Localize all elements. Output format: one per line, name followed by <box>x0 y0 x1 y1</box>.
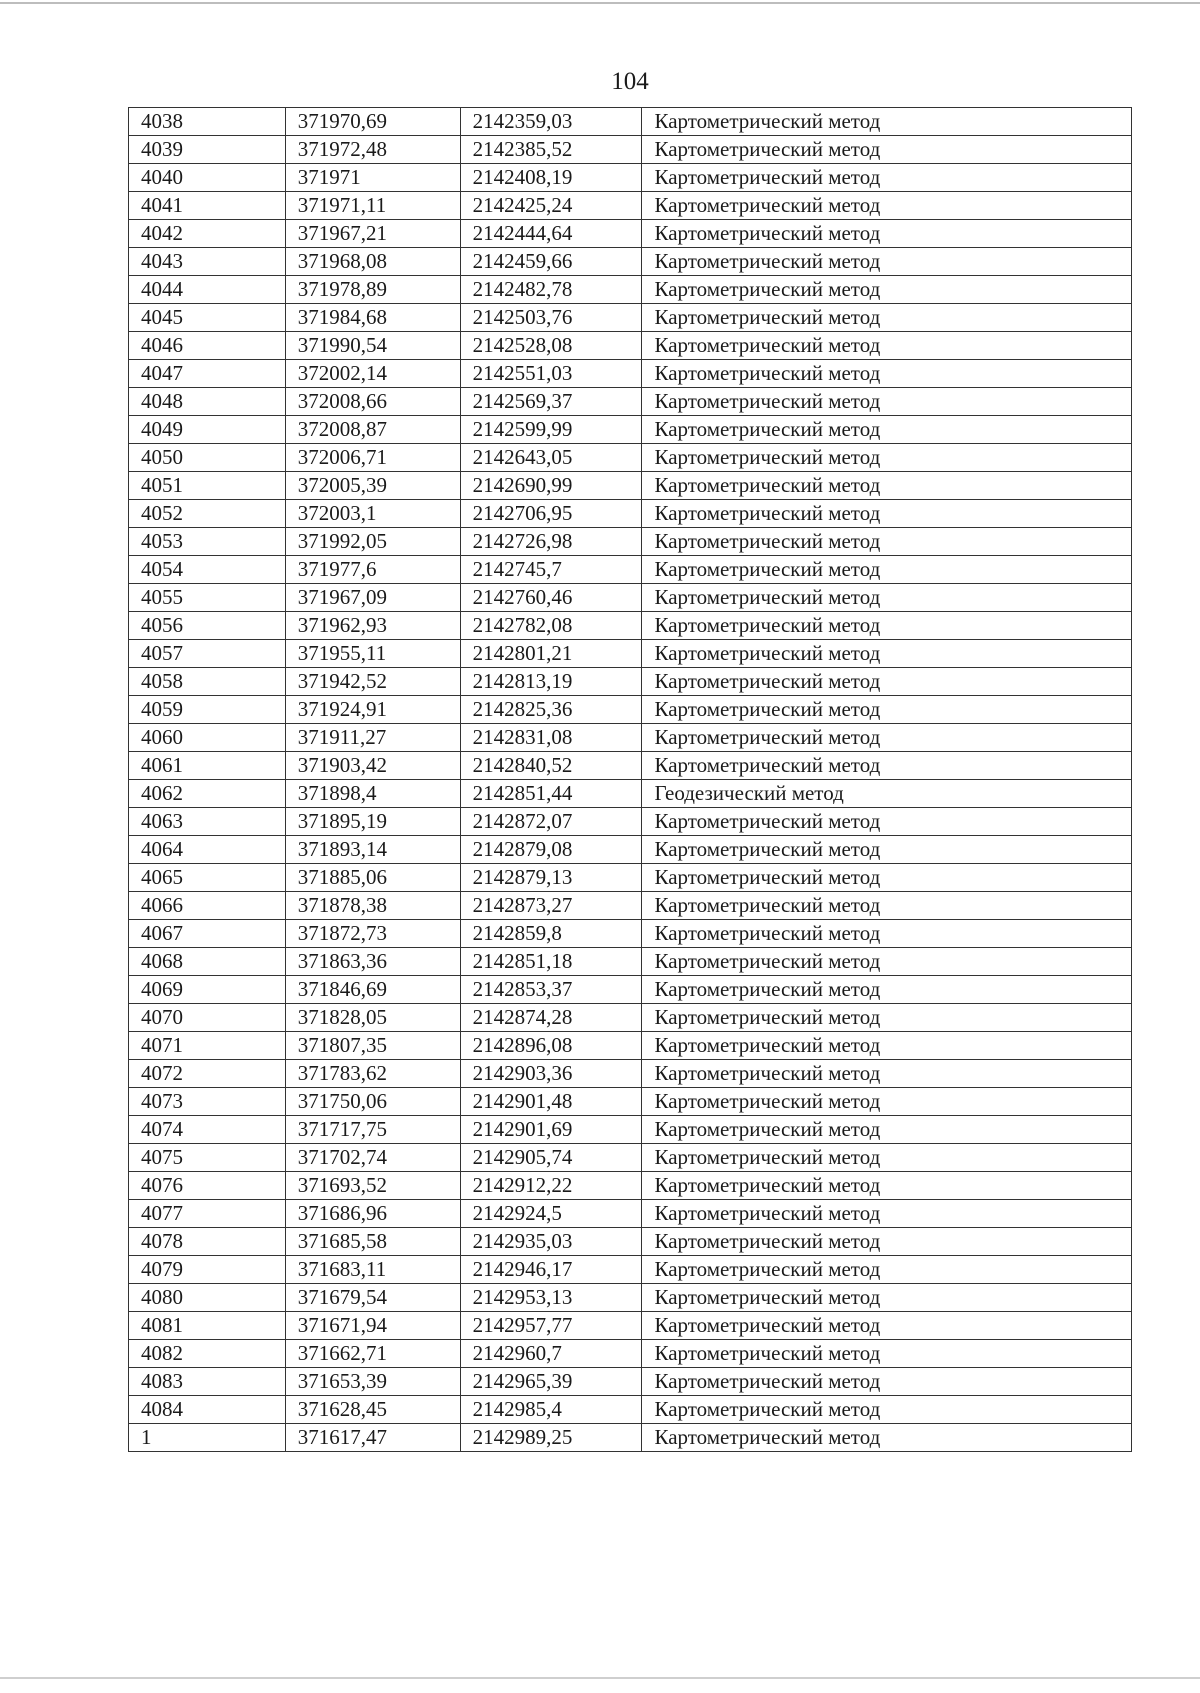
scan-top-edge <box>0 2 1200 4</box>
method-cell: Картометрический метод <box>642 976 1132 1004</box>
point-number-cell: 4074 <box>129 1116 286 1144</box>
method-cell: Картометрический метод <box>642 164 1132 192</box>
x-coordinate-cell: 371807,35 <box>285 1032 460 1060</box>
table-row <box>129 1284 1132 1312</box>
y-coordinate-cell: 2142901,69 <box>460 1116 642 1144</box>
page-number: 104 <box>611 68 649 95</box>
table-row <box>129 1060 1132 1088</box>
method-cell: Картометрический метод <box>642 444 1132 472</box>
y-coordinate-cell: 2142853,37 <box>460 976 642 1004</box>
x-coordinate-cell: 371628,45 <box>285 1396 460 1424</box>
y-coordinate-cell: 2142760,46 <box>460 584 642 612</box>
x-coordinate-cell: 371967,09 <box>285 584 460 612</box>
point-number-cell: 4061 <box>129 752 286 780</box>
y-coordinate-cell: 2142946,17 <box>460 1256 642 1284</box>
x-coordinate-cell: 371783,62 <box>285 1060 460 1088</box>
table-row <box>129 304 1132 332</box>
point-number-cell: 4084 <box>129 1396 286 1424</box>
point-number-cell: 4079 <box>129 1256 286 1284</box>
y-coordinate-cell: 2142903,36 <box>460 1060 642 1088</box>
y-coordinate-cell: 2142859,8 <box>460 920 642 948</box>
point-number-cell: 4067 <box>129 920 286 948</box>
y-coordinate-cell: 2142953,13 <box>460 1284 642 1312</box>
table-row <box>129 1032 1132 1060</box>
table-row <box>129 416 1132 444</box>
table-row <box>129 668 1132 696</box>
point-number-cell: 4072 <box>129 1060 286 1088</box>
y-coordinate-cell: 2142359,03 <box>460 108 642 136</box>
point-number-cell: 4044 <box>129 276 286 304</box>
method-cell: Картометрический метод <box>642 1368 1132 1396</box>
point-number-cell: 4066 <box>129 892 286 920</box>
point-number-cell: 4039 <box>129 136 286 164</box>
method-cell: Картометрический метод <box>642 332 1132 360</box>
y-coordinate-cell: 2142690,99 <box>460 472 642 500</box>
point-number-cell: 4049 <box>129 416 286 444</box>
method-cell: Картометрический метод <box>642 1144 1132 1172</box>
point-number-cell: 4043 <box>129 248 286 276</box>
method-cell: Картометрический метод <box>642 668 1132 696</box>
point-number-cell: 4068 <box>129 948 286 976</box>
point-number-cell: 4048 <box>129 388 286 416</box>
x-coordinate-cell: 371617,47 <box>285 1424 460 1452</box>
table-row <box>129 584 1132 612</box>
method-cell: Картометрический метод <box>642 584 1132 612</box>
y-coordinate-cell: 2142782,08 <box>460 612 642 640</box>
point-number-cell: 4083 <box>129 1368 286 1396</box>
x-coordinate-cell: 371895,19 <box>285 808 460 836</box>
table-row <box>129 528 1132 556</box>
x-coordinate-cell: 371992,05 <box>285 528 460 556</box>
point-number-cell: 4052 <box>129 500 286 528</box>
x-coordinate-cell: 372005,39 <box>285 472 460 500</box>
table-row <box>129 920 1132 948</box>
table-row <box>129 836 1132 864</box>
y-coordinate-cell: 2142726,98 <box>460 528 642 556</box>
x-coordinate-cell: 372008,66 <box>285 388 460 416</box>
method-cell: Картометрический метод <box>642 360 1132 388</box>
table-row <box>129 1312 1132 1340</box>
table-row <box>129 612 1132 640</box>
y-coordinate-cell: 2142989,25 <box>460 1424 642 1452</box>
point-number-cell: 4063 <box>129 808 286 836</box>
x-coordinate-cell: 371683,11 <box>285 1256 460 1284</box>
table-row <box>129 696 1132 724</box>
method-cell: Картометрический метод <box>642 1032 1132 1060</box>
x-coordinate-cell: 371686,96 <box>285 1200 460 1228</box>
method-cell: Картометрический метод <box>642 528 1132 556</box>
x-coordinate-cell: 371911,27 <box>285 724 460 752</box>
table-row <box>129 360 1132 388</box>
table-row <box>129 1340 1132 1368</box>
method-cell: Картометрический метод <box>642 612 1132 640</box>
x-coordinate-cell: 371990,54 <box>285 332 460 360</box>
table-row <box>129 1396 1132 1424</box>
y-coordinate-cell: 2142874,28 <box>460 1004 642 1032</box>
method-cell: Картометрический метод <box>642 276 1132 304</box>
table-row <box>129 220 1132 248</box>
method-cell: Картометрический метод <box>642 752 1132 780</box>
y-coordinate-cell: 2142935,03 <box>460 1228 642 1256</box>
method-cell: Картометрический метод <box>642 388 1132 416</box>
method-cell: Картометрический метод <box>642 808 1132 836</box>
point-number-cell: 4040 <box>129 164 286 192</box>
y-coordinate-cell: 2142408,19 <box>460 164 642 192</box>
x-coordinate-cell: 371846,69 <box>285 976 460 1004</box>
point-number-cell: 4047 <box>129 360 286 388</box>
method-cell: Картометрический метод <box>642 248 1132 276</box>
method-cell: Картометрический метод <box>642 1004 1132 1032</box>
x-coordinate-cell: 371968,08 <box>285 248 460 276</box>
table-row <box>129 1256 1132 1284</box>
y-coordinate-cell: 2142599,99 <box>460 416 642 444</box>
method-cell: Картометрический метод <box>642 724 1132 752</box>
table-row <box>129 1004 1132 1032</box>
coordinates-table <box>128 107 1132 1452</box>
table-row <box>129 276 1132 304</box>
point-number-cell: 4080 <box>129 1284 286 1312</box>
coordinates-table-container <box>128 107 1132 1452</box>
y-coordinate-cell: 2142444,64 <box>460 220 642 248</box>
table-row <box>129 444 1132 472</box>
method-cell: Картометрический метод <box>642 1200 1132 1228</box>
table-row <box>129 164 1132 192</box>
y-coordinate-cell: 2142960,7 <box>460 1340 642 1368</box>
table-row <box>129 640 1132 668</box>
point-number-cell: 4076 <box>129 1172 286 1200</box>
x-coordinate-cell: 371955,11 <box>285 640 460 668</box>
x-coordinate-cell: 371671,94 <box>285 1312 460 1340</box>
y-coordinate-cell: 2142425,24 <box>460 192 642 220</box>
x-coordinate-cell: 371970,69 <box>285 108 460 136</box>
point-number-cell: 4056 <box>129 612 286 640</box>
point-number-cell: 4046 <box>129 332 286 360</box>
y-coordinate-cell: 2142912,22 <box>460 1172 642 1200</box>
table-row <box>129 780 1132 808</box>
x-coordinate-cell: 371972,48 <box>285 136 460 164</box>
table-row <box>129 1172 1132 1200</box>
scan-bottom-edge <box>0 1677 1200 1679</box>
table-row <box>129 724 1132 752</box>
method-cell: Картометрический метод <box>642 948 1132 976</box>
table-row <box>129 1088 1132 1116</box>
method-cell: Картометрический метод <box>642 500 1132 528</box>
table-row <box>129 1368 1132 1396</box>
table-row <box>129 1228 1132 1256</box>
x-coordinate-cell: 371942,52 <box>285 668 460 696</box>
x-coordinate-cell: 371977,6 <box>285 556 460 584</box>
method-cell: Картометрический метод <box>642 416 1132 444</box>
point-number-cell: 4060 <box>129 724 286 752</box>
y-coordinate-cell: 2142851,18 <box>460 948 642 976</box>
point-number-cell: 4038 <box>129 108 286 136</box>
method-cell: Картометрический метод <box>642 1396 1132 1424</box>
table-row <box>129 808 1132 836</box>
method-cell: Картометрический метод <box>642 1312 1132 1340</box>
point-number-cell: 4042 <box>129 220 286 248</box>
x-coordinate-cell: 372002,14 <box>285 360 460 388</box>
y-coordinate-cell: 2142801,21 <box>460 640 642 668</box>
x-coordinate-cell: 371828,05 <box>285 1004 460 1032</box>
method-cell: Картометрический метод <box>642 836 1132 864</box>
method-cell: Картометрический метод <box>642 304 1132 332</box>
y-coordinate-cell: 2142643,05 <box>460 444 642 472</box>
x-coordinate-cell: 371962,93 <box>285 612 460 640</box>
x-coordinate-cell: 371662,71 <box>285 1340 460 1368</box>
y-coordinate-cell: 2142879,13 <box>460 864 642 892</box>
point-number-cell: 4045 <box>129 304 286 332</box>
table-row <box>129 1144 1132 1172</box>
x-coordinate-cell: 371679,54 <box>285 1284 460 1312</box>
point-number-cell: 4071 <box>129 1032 286 1060</box>
x-coordinate-cell: 371893,14 <box>285 836 460 864</box>
table-row <box>129 472 1132 500</box>
method-cell: Картометрический метод <box>642 920 1132 948</box>
x-coordinate-cell: 371872,73 <box>285 920 460 948</box>
method-cell: Картометрический метод <box>642 1340 1132 1368</box>
method-cell: Картометрический метод <box>642 1228 1132 1256</box>
point-number-cell: 4073 <box>129 1088 286 1116</box>
point-number-cell: 4062 <box>129 780 286 808</box>
x-coordinate-cell: 371978,89 <box>285 276 460 304</box>
y-coordinate-cell: 2142503,76 <box>460 304 642 332</box>
x-coordinate-cell: 371685,58 <box>285 1228 460 1256</box>
table-row <box>129 1424 1132 1452</box>
point-number-cell: 4070 <box>129 1004 286 1032</box>
method-cell: Картометрический метод <box>642 1284 1132 1312</box>
y-coordinate-cell: 2142985,4 <box>460 1396 642 1424</box>
point-number-cell: 1 <box>129 1424 286 1452</box>
point-number-cell: 4081 <box>129 1312 286 1340</box>
point-number-cell: 4069 <box>129 976 286 1004</box>
x-coordinate-cell: 371653,39 <box>285 1368 460 1396</box>
y-coordinate-cell: 2142905,74 <box>460 1144 642 1172</box>
point-number-cell: 4050 <box>129 444 286 472</box>
y-coordinate-cell: 2142924,5 <box>460 1200 642 1228</box>
point-number-cell: 4077 <box>129 1200 286 1228</box>
x-coordinate-cell: 372008,87 <box>285 416 460 444</box>
method-cell: Картометрический метод <box>642 892 1132 920</box>
x-coordinate-cell: 371885,06 <box>285 864 460 892</box>
table-row <box>129 500 1132 528</box>
x-coordinate-cell: 371971 <box>285 164 460 192</box>
method-cell: Картометрический метод <box>642 472 1132 500</box>
method-cell: Картометрический метод <box>642 1088 1132 1116</box>
x-coordinate-cell: 371898,4 <box>285 780 460 808</box>
method-cell: Картометрический метод <box>642 1060 1132 1088</box>
x-coordinate-cell: 371693,52 <box>285 1172 460 1200</box>
x-coordinate-cell: 372003,1 <box>285 500 460 528</box>
x-coordinate-cell: 371967,21 <box>285 220 460 248</box>
method-cell: Картометрический метод <box>642 640 1132 668</box>
table-row <box>129 108 1132 136</box>
y-coordinate-cell: 2142901,48 <box>460 1088 642 1116</box>
point-number-cell: 4053 <box>129 528 286 556</box>
y-coordinate-cell: 2142831,08 <box>460 724 642 752</box>
point-number-cell: 4075 <box>129 1144 286 1172</box>
x-coordinate-cell: 371924,91 <box>285 696 460 724</box>
point-number-cell: 4054 <box>129 556 286 584</box>
y-coordinate-cell: 2142706,95 <box>460 500 642 528</box>
method-cell: Картометрический метод <box>642 556 1132 584</box>
point-number-cell: 4065 <box>129 864 286 892</box>
x-coordinate-cell: 371702,74 <box>285 1144 460 1172</box>
point-number-cell: 4055 <box>129 584 286 612</box>
point-number-cell: 4041 <box>129 192 286 220</box>
y-coordinate-cell: 2142482,78 <box>460 276 642 304</box>
x-coordinate-cell: 372006,71 <box>285 444 460 472</box>
table-row <box>129 1200 1132 1228</box>
x-coordinate-cell: 371863,36 <box>285 948 460 976</box>
y-coordinate-cell: 2142879,08 <box>460 836 642 864</box>
point-number-cell: 4051 <box>129 472 286 500</box>
method-cell: Картометрический метод <box>642 696 1132 724</box>
table-row <box>129 248 1132 276</box>
y-coordinate-cell: 2142840,52 <box>460 752 642 780</box>
method-cell: Картометрический метод <box>642 1256 1132 1284</box>
table-row <box>129 948 1132 976</box>
point-number-cell: 4082 <box>129 1340 286 1368</box>
point-number-cell: 4057 <box>129 640 286 668</box>
table-row <box>129 556 1132 584</box>
x-coordinate-cell: 371878,38 <box>285 892 460 920</box>
y-coordinate-cell: 2142569,37 <box>460 388 642 416</box>
method-cell: Картометрический метод <box>642 1116 1132 1144</box>
y-coordinate-cell: 2142872,07 <box>460 808 642 836</box>
y-coordinate-cell: 2142528,08 <box>460 332 642 360</box>
point-number-cell: 4064 <box>129 836 286 864</box>
table-row <box>129 1116 1132 1144</box>
y-coordinate-cell: 2142385,52 <box>460 136 642 164</box>
method-cell: Картометрический метод <box>642 864 1132 892</box>
x-coordinate-cell: 371984,68 <box>285 304 460 332</box>
y-coordinate-cell: 2142957,77 <box>460 1312 642 1340</box>
y-coordinate-cell: 2142825,36 <box>460 696 642 724</box>
y-coordinate-cell: 2142745,7 <box>460 556 642 584</box>
table-row <box>129 976 1132 1004</box>
y-coordinate-cell: 2142551,03 <box>460 360 642 388</box>
point-number-cell: 4058 <box>129 668 286 696</box>
method-cell: Картометрический метод <box>642 1172 1132 1200</box>
method-cell: Геодезический метод <box>642 780 1132 808</box>
method-cell: Картометрический метод <box>642 108 1132 136</box>
point-number-cell: 4078 <box>129 1228 286 1256</box>
x-coordinate-cell: 371903,42 <box>285 752 460 780</box>
method-cell: Картометрический метод <box>642 1424 1132 1452</box>
x-coordinate-cell: 371971,11 <box>285 192 460 220</box>
table-row <box>129 332 1132 360</box>
method-cell: Картометрический метод <box>642 220 1132 248</box>
table-row <box>129 864 1132 892</box>
y-coordinate-cell: 2142813,19 <box>460 668 642 696</box>
y-coordinate-cell: 2142965,39 <box>460 1368 642 1396</box>
y-coordinate-cell: 2142873,27 <box>460 892 642 920</box>
table-row <box>129 192 1132 220</box>
method-cell: Картометрический метод <box>642 192 1132 220</box>
coordinates-table-body <box>129 108 1132 1452</box>
point-number-cell: 4059 <box>129 696 286 724</box>
table-row <box>129 136 1132 164</box>
y-coordinate-cell: 2142896,08 <box>460 1032 642 1060</box>
x-coordinate-cell: 371750,06 <box>285 1088 460 1116</box>
y-coordinate-cell: 2142459,66 <box>460 248 642 276</box>
table-row <box>129 892 1132 920</box>
table-row <box>129 752 1132 780</box>
method-cell: Картометрический метод <box>642 136 1132 164</box>
y-coordinate-cell: 2142851,44 <box>460 780 642 808</box>
x-coordinate-cell: 371717,75 <box>285 1116 460 1144</box>
table-row <box>129 388 1132 416</box>
